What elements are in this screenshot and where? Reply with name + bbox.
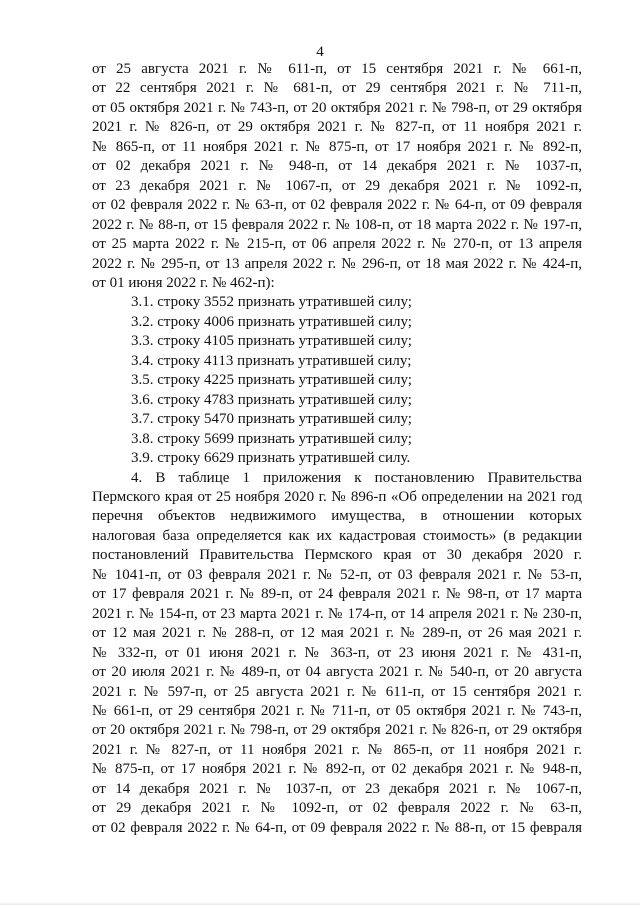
paragraph-4-line: от 20 июля 2021 г. № 489-п, от 04 августа 2021 г. № 540-п, от 20 августа <box>92 664 582 681</box>
list-item: 3.5. строку 4225 признать утратившей силу; <box>131 372 412 389</box>
paragraph-4-line: 4. В таблице 1 приложения к постановлению Правительства <box>131 469 582 486</box>
paragraph-4-line: перечня объектов недвижимого имущества, в отношении которых <box>92 508 582 525</box>
list-item: 3.9. строку 6629 признать утратившей силу. <box>131 450 411 467</box>
paragraph-4-line: № 875-п, от 17 ноября 2021 г. № 892-п, от 02 декабря 2021 г. № 948-п, <box>92 761 582 778</box>
list-item: 3.1. строку 3552 признать утратившей силу; <box>131 294 412 311</box>
text-line: от 02 декабря 2021 г. № 948-п, от 14 декабря 2021 г. № 1037-п, <box>92 158 582 175</box>
text-line: от 01 июня 2022 г. № 462-п): <box>92 274 275 291</box>
list-item: 3.7. строку 5470 признать утратившей силу; <box>131 411 412 428</box>
list-item: 3.3. строку 4105 признать утратившей силу; <box>131 333 412 350</box>
text-line: от 23 декабря 2021 г. № 1067-п, от 29 декабря 2021 г. № 1092-п, <box>92 177 582 194</box>
paragraph-4-line: Пермского края от 25 ноября 2020 г. № 896-п «Об определении на 2021 год <box>92 488 582 505</box>
text-line: 2022 г. № 295-п, от 13 апреля 2022 г. № 296-п, от 18 мая 2022 г. № 424-п, <box>92 255 582 272</box>
text-line: 2022 г. № 88-п, от 15 февраля 2022 г. № 108-п, от 18 марта 2022 г. № 197-п, <box>92 216 582 233</box>
text-line: от 05 октября 2021 г. № 743-п, от 20 октября 2021 г. № 798-п, от 29 октября <box>92 99 582 116</box>
paragraph-4-line: от 02 февраля 2022 г. № 64-п, от 09 февраля 2022 г. № 88-п, от 15 февраля <box>92 819 582 836</box>
text-line: от 02 февраля 2022 г. № 63-п, от 02 февраля 2022 г. № 64-п, от 09 февраля <box>92 197 582 214</box>
text-line: № 865-п, от 11 ноября 2021 г. № 875-п, от 17 ноября 2021 г. № 892-п, <box>92 138 582 155</box>
paragraph-4-line: 2021 г. № 827-п, от 11 ноября 2021 г. № 865-п, от 11 ноября 2021 г. <box>92 741 582 758</box>
paragraph-4-line: налоговая база определяется как их кадастровая стоимость» (в редакции <box>92 527 582 544</box>
paragraph-4-line: от 20 октября 2021 г. № 798-п, от 29 октября 2021 г. № 826-п, от 29 октября <box>92 722 582 739</box>
paragraph-4-line: от 29 декабря 2021 г. № 1092-п, от 02 февраля 2022 г. № 63-п, <box>92 800 582 817</box>
text-line: от 22 сентября 2021 г. № 681-п, от 29 сентября 2021 г. № 711-п, <box>92 80 582 97</box>
paragraph-4-line: № 1041-п, от 03 февраля 2021 г. № 52-п, от 03 февраля 2021 г. № 53-п, <box>92 566 582 583</box>
paragraph-4-line: 2021 г. № 154-п, от 23 марта 2021 г. № 174-п, от 14 апреля 2021 г. № 230-п, <box>92 605 582 622</box>
paragraph-4-line: постановлений Правительства Пермского края от 30 декабря 2020 г. <box>92 547 582 564</box>
paragraph-4-line: 2021 г. № 597-п, от 25 августа 2021 г. № 611-п, от 15 сентября 2021 г. <box>92 683 582 700</box>
text-line: от 25 марта 2022 г. № 215-п, от 06 апреля 2022 г. № 270-п, от 13 апреля <box>92 236 582 253</box>
paragraph-4-line: от 14 декабря 2021 г. № 1037-п, от 23 декабря 2021 г. № 1067-п, <box>92 780 582 797</box>
page-number: 4 <box>316 44 324 60</box>
list-item: 3.8. строку 5699 признать утратившей силу; <box>131 430 412 447</box>
list-item: 3.2. строку 4006 признать утратившей силу; <box>131 313 412 330</box>
text-line: 2021 г. № 826-п, от 29 октября 2021 г. № 827-п, от 11 ноября 2021 г. <box>92 119 582 136</box>
document-body <box>92 60 582 838</box>
paragraph-4-line: от 12 мая 2021 г. № 288-п, от 12 мая 2021 г. № 289-п, от 26 мая 2021 г. <box>92 625 582 642</box>
paragraph-4-line: № 661-п, от 29 сентября 2021 г. № 711-п, от 05 октября 2021 г. № 743-п, <box>92 702 582 719</box>
list-item: 3.6. строку 4783 признать утратившей силу; <box>131 391 412 408</box>
paragraph-4-line: от 17 февраля 2021 г. № 89-п, от 24 февраля 2021 г. № 98-п, от 17 марта <box>92 586 582 603</box>
list-item: 3.4. строку 4113 признать утратившей силу; <box>131 352 412 369</box>
paragraph-4-line: № 332-п, от 01 июня 2021 г. № 363-п, от 23 июня 2021 г. № 431-п, <box>92 644 582 661</box>
text-line: от 25 августа 2021 г. № 611-п, от 15 сентября 2021 г. № 661-п, <box>92 61 582 77</box>
